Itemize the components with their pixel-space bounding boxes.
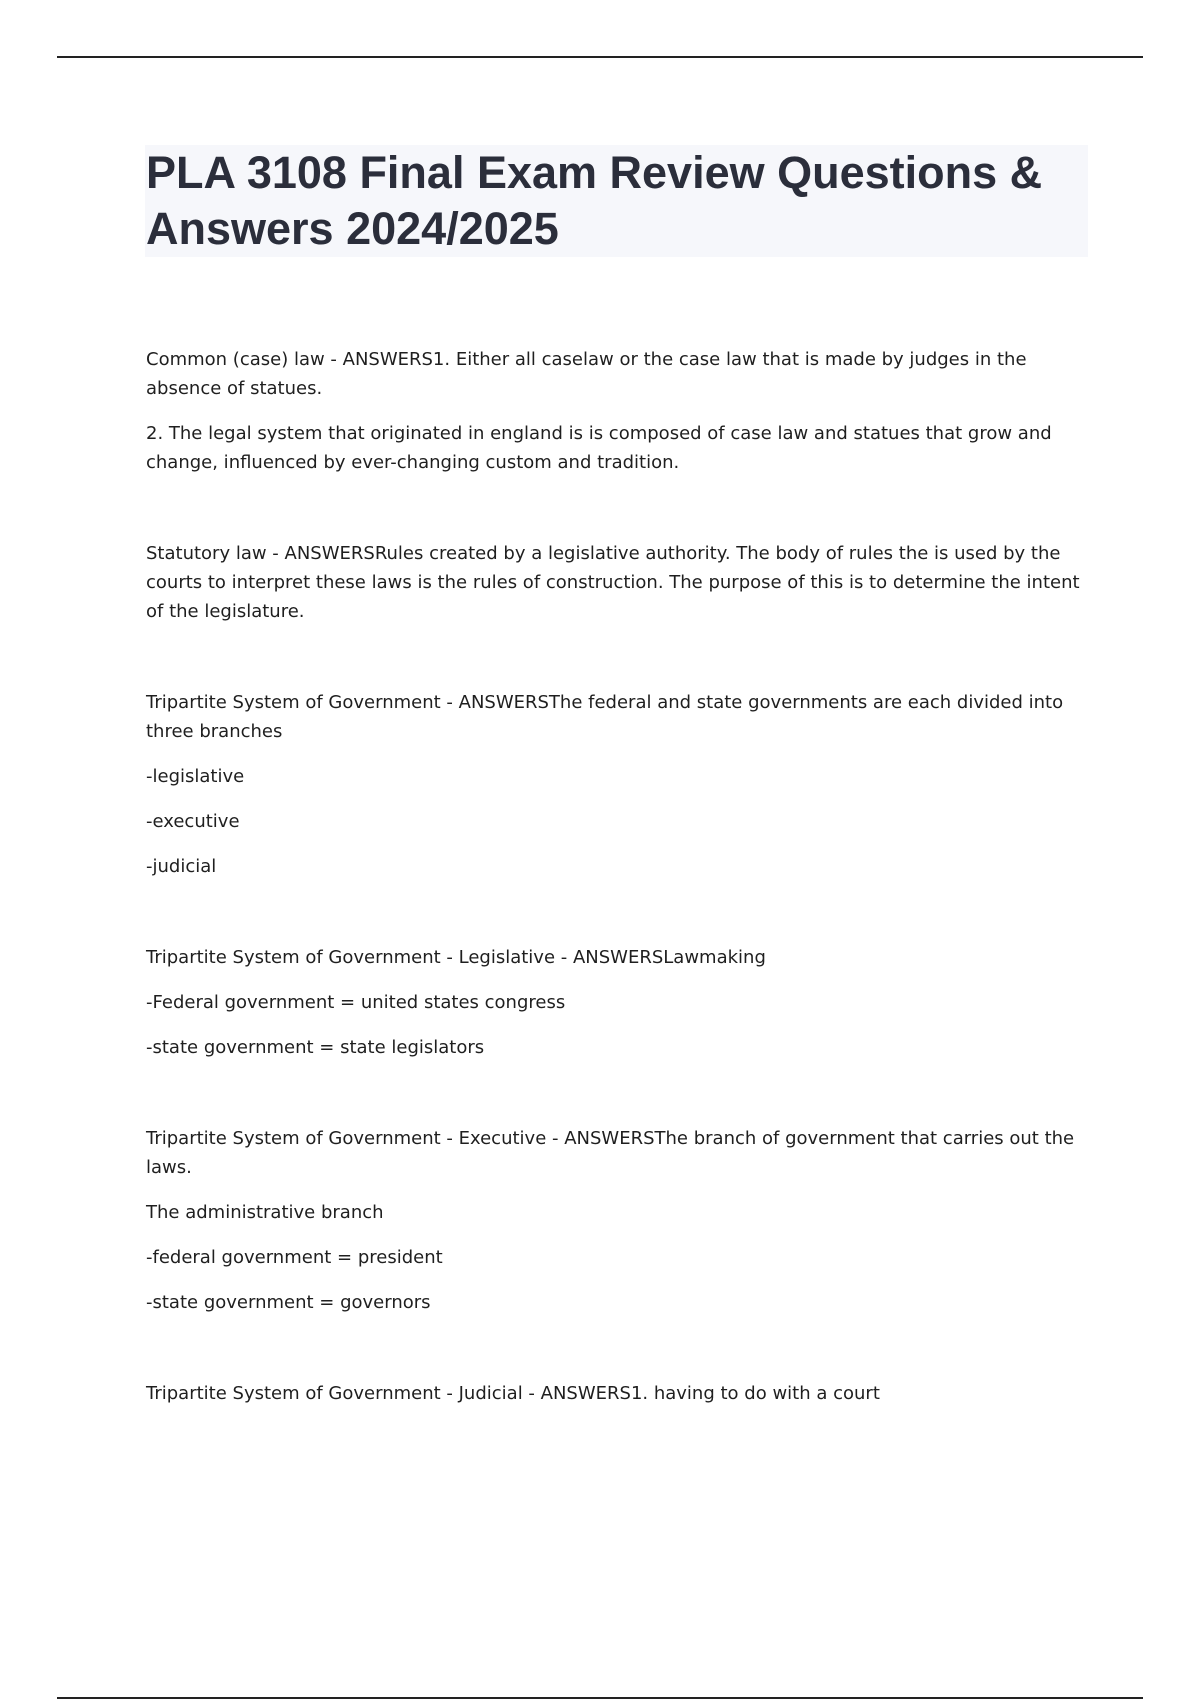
entry-statutory-law bbox=[146, 539, 1081, 626]
entry-paragraph: Tripartite System of Government - Executive - ANSWERSThe branch of government that carries out the laws. bbox=[146, 1128, 1075, 1178]
entry-executive bbox=[146, 1124, 1081, 1317]
page-title: PLA 3108 Final Exam Review Questions & Answers 2024/2025 bbox=[146, 147, 1043, 254]
entry-list-item: -state government = state legislators bbox=[146, 1037, 485, 1058]
entry-judicial bbox=[146, 1379, 1081, 1408]
entry-list-item: -federal government = president bbox=[146, 1247, 443, 1268]
entry-paragraph: 2. The legal system that originated in england is is composed of case law and statues that grow and change, influenced by ever-changing custom and tradition. bbox=[146, 423, 1052, 473]
document-body bbox=[146, 345, 1081, 1470]
entry-list-item: -judicial bbox=[146, 856, 217, 877]
entry-paragraph: Tripartite System of Government - Legislative - ANSWERSLawmaking bbox=[146, 947, 766, 968]
entry-paragraph: The administrative branch bbox=[146, 1202, 384, 1223]
entry-paragraph: Statutory law - ANSWERSRules created by a legislative authority. The body of rules the is used by the courts to interpret these laws is the rules of construction. The purpose of this is to determine the intent of the legislature. bbox=[146, 543, 1080, 622]
entry-list-item: -executive bbox=[146, 811, 240, 832]
entry-list-item: -Federal government = united states congress bbox=[146, 992, 566, 1013]
entry-paragraph: Tripartite System of Government - ANSWERSThe federal and state governments are each divided into three branches bbox=[146, 692, 1064, 742]
top-divider bbox=[57, 56, 1143, 58]
entry-tripartite-system bbox=[146, 688, 1081, 881]
entry-list-item: -state government = governors bbox=[146, 1292, 431, 1313]
entry-list-item: -legislative bbox=[146, 766, 245, 787]
entry-legislative bbox=[146, 943, 1081, 1062]
entry-common-law bbox=[146, 345, 1081, 477]
entry-paragraph: Common (case) law - ANSWERS1. Either all caselaw or the case law that is made by judges in the absence of statues. bbox=[146, 349, 1027, 399]
bottom-divider bbox=[57, 1697, 1143, 1699]
entry-paragraph: Tripartite System of Government - Judicial - ANSWERS1. having to do with a court bbox=[146, 1383, 880, 1404]
